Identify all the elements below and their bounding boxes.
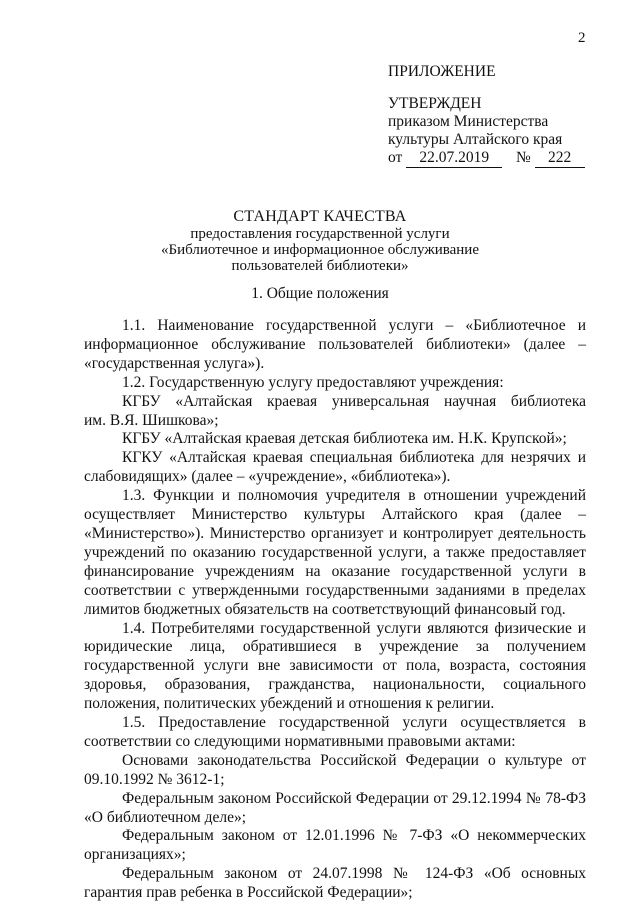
- paragraph-law-nonprofit: Федеральным законом от 12.01.1996 № 7-ФЗ «О некоммерческих организациях»;: [84, 827, 586, 864]
- number-label: №: [515, 149, 531, 166]
- paragraph-kgbu-universal-cont: им. В.Я. Шишкова»;: [84, 411, 219, 429]
- paragraph-1-4: 1.4. Потребителями государственной услуги являются физические и юридические лица, обратившиеся в учреждение за получением государственной услуги вне зависимости от пола, возраста, состояния здоровья, образования, гражданства, национальности, социального положения, политических убеждений и отношения к религии.: [84, 619, 586, 713]
- document-title: [0, 207, 640, 274]
- order-number: 222: [535, 149, 585, 168]
- approved-label: УТВЕРЖДЕН: [388, 95, 482, 112]
- order-date-number: [388, 149, 585, 168]
- paragraph-law-culture: Основами законодательства Российской Федерации о культуре от 09.10.1992 № 3612-1;: [84, 751, 586, 788]
- paragraph-1-3: 1.3. Функции и полномочия учредителя в отношении учреждений осуществляет Министерство культуры Алтайского края (далее – «Министерство»). Министерство организует и контролирует деятельность учреждений по оказанию государственной услуги, а также предоставляет финансирование учреждениям на оказание государственной услуги в соответствии с утвержденными государственными заданиями в пределах лимитов бюджетных обязательств на соответствующий финансовый год.: [84, 487, 586, 618]
- paragraph-kgbu-universal: КГБУ «Алтайская краевая универсальная научная библиотека: [122, 392, 586, 410]
- paragraph-kgbu-children: КГБУ «Алтайская краевая детская библиотека им. Н.К. Крупской»;: [122, 430, 567, 448]
- order-line-1: приказом Министерства: [388, 113, 549, 130]
- paragraph-law-child-rights: Федеральным законом от 24.07.1998 № 124-ФЗ «Об основных гарантия прав ребенка в Российской Федерации»;: [84, 865, 586, 902]
- document-body: [84, 317, 586, 903]
- title-line-3: пользователей библиотеки»: [231, 258, 409, 274]
- from-label: от: [388, 149, 403, 166]
- paragraph-1-5: 1.5. Предоставление государственной услуги осуществляется в соответствии со следующими нормативными правовыми актами:: [84, 714, 586, 750]
- title-line-1: предоставления государственной услуги: [190, 226, 450, 242]
- title-main: СТАНДАРТ КАЧЕСТВА: [233, 208, 407, 225]
- paragraph-law-libraries: Федеральным законом Российской Федерации от 29.12.1994 № 78-ФЗ «О библиотечном деле»;: [84, 789, 586, 826]
- title-line-2: «Библиотечное и информационное обслуживание: [160, 242, 479, 258]
- order-date: 22.07.2019: [406, 149, 502, 168]
- order-line-2: культуры Алтайского края: [388, 131, 563, 148]
- paragraph-1-1: 1.1. Наименование государственной услуги – «Библиотечное и информационное обслуживание пользователей библиотеки» (далее – «государственная услуга»).: [84, 317, 586, 372]
- approval-block: [388, 63, 585, 168]
- section-heading: 1. Общие положения: [251, 285, 389, 302]
- paragraph-kgku-special: КГКУ «Алтайская краевая специальная библиотека для незрячих и слабовидящих» (далее – «учреждение», «библиотека»).: [84, 449, 586, 486]
- appendix-heading: ПРИЛОЖЕНИЕ: [388, 63, 496, 80]
- page-number: 2: [578, 30, 586, 46]
- paragraph-1-2: 1.2. Государственную услугу предоставляют учреждения:: [122, 373, 504, 391]
